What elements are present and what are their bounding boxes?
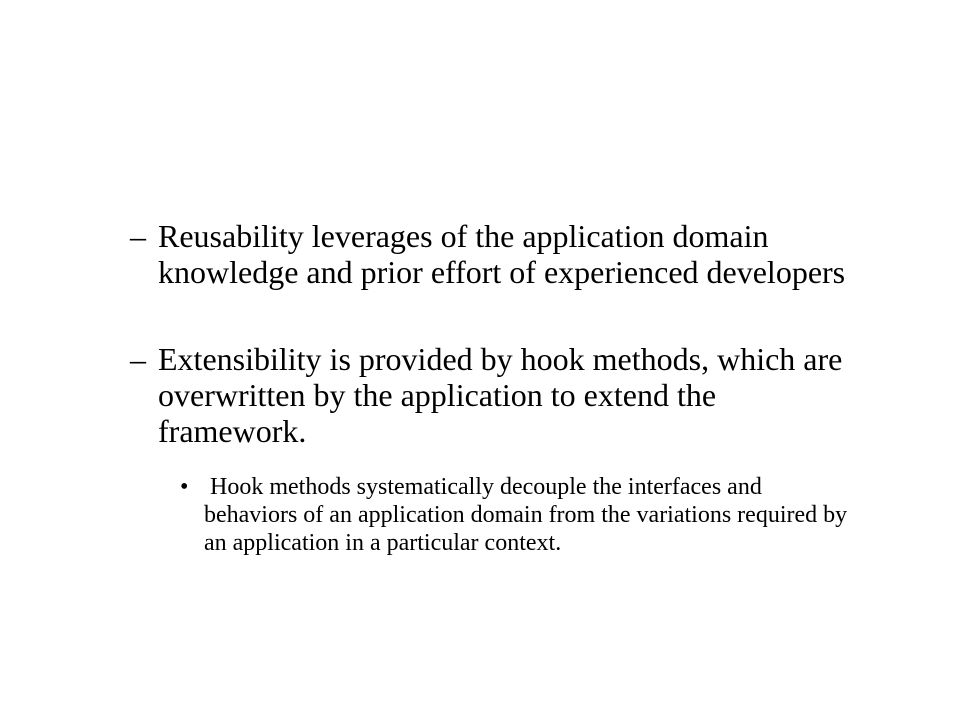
bullet-item-extensibility [130,341,860,449]
sub-bullet-text: Hook methods systematically decouple the interfaces and behaviors of an application domain from the variations required by an application in a particular context. [204,474,854,556]
dash-bullet-marker: – [130,341,146,377]
dash-bullet-marker: – [130,218,146,254]
bullet-text: Reusability leverages of the application domain knowledge and prior effort of experienced developers [158,218,846,290]
sub-bullet-item-hook-methods [180,473,854,557]
bullet-text: Extensibility is provided by hook methods, which are overwritten by the application to extend the framework. [158,341,843,449]
bullet-item-reusability [130,218,860,290]
dot-bullet-marker: • [180,474,189,500]
